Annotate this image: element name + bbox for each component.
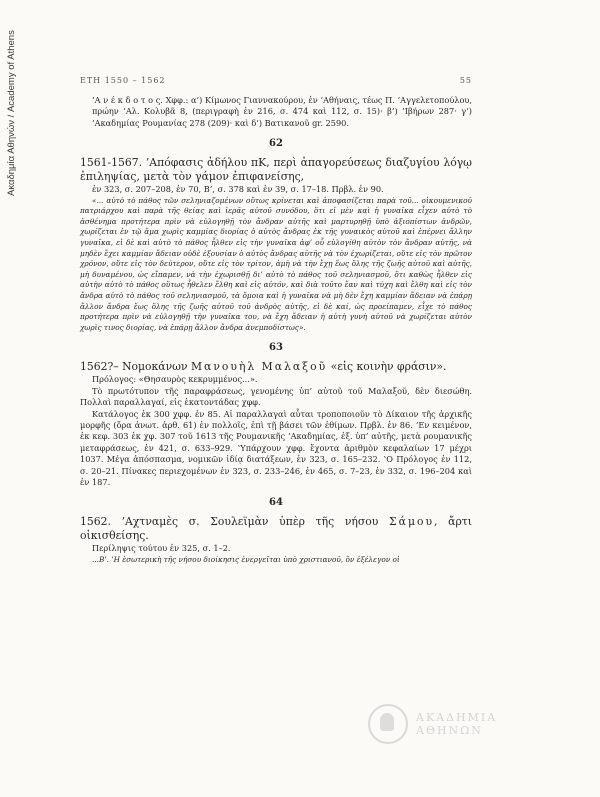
archive-sidebar-label: Ακαδημία Αθηνών / Academy of Athens — [6, 30, 17, 196]
title-rest: , ἄρτι οἰκισθείσης. — [80, 515, 472, 543]
watermark-text: ΑΚΑΔΗΜΙΑ ΑΘΗΝΩΝ — [416, 711, 498, 737]
entry-text: Τὸ πρωτότυπον τῆς παραφράσεως, γενομένης ὑπ’ αὐτοῦ τοῦ Μαλαξοῦ, δὲν διεσώθη. Πολλαὶ παραλλαγαί, εἰς ἑκατοντάδας χφφ. — [80, 385, 472, 408]
entry-quote: «... αὐτὸ τὸ πάθος τῶν σεληνιαζομένων οὕτως κρίνεται καὶ ἀποφασίζεται παρὰ τοῦ... οἰκουμενικοῦ πατριάρχου καὶ παρὰ τῆς θείας καὶ ἱερᾶς αὐτοῦ συνόδου, ὅτι εἰ μὲν καὶ ἡ γυναῖκα εἶχεν αὐτὸ τὸ ἀσθένημα προτήτερα πρὶν νὰ εὐλογηθῇ τὸν ἄνδραν αὐτῆς καὶ μαρτυρηθῇ ὑπὸ ἀξιοπίστων ἀνδρῶν, χωρίζεται ἐν τῷ ἅμα χωρὶς καμμίας διορίας ὁ αὐτὸς ἄνδρας ἐκ τῆς γυναικὸς αὐτοῦ καὶ ἐπέρνει ἄλλην γυναῖκα, εἰ δὲ καὶ αὐτὸ τὸ πάθος ἦλθεν εἰς τὴν γυναῖκα ἀφ’ οὗ εὐλογίθη αὐτὸν τὸν ἄνδραν αὐτῆς, νὰ μηδὲν ἔχει καμμίαν ἄδειαν οὐδὲ ἐξουσίαν ὁ αὐτὸς ἄνδρας αὐτῆς νὰ τὸν ἐχωρίζεται, οὔτε εἰς τὸν πρῶτον χρόνον, οὔτε εἰς τὸν δεύτερον, οὔτε εἰς τὸν τρίτον, ἀμὴ νὰ τὴν ἔχῃ ἕως ὅλης τῆς ζωῆς αὐτοῦ καὶ αὐτῆς, μὴ δυναμένου, ὡς εἴπαμεν, νὰ τὴν ἐχωρισθῇ δι’ αὐτὸ τὸ πάθος τοῦ σεληνιασμοῦ, ὅτι καθὼς ἦλθεν εἰς αὐτὴν αὐτὸ τὸ πάθος οὕτως ἦθελεν ἔλθη καὶ εἰς αὐτόν, καὶ διὰ τοῦτο ἔαν καὶ τύχη καὶ ἔλθη καὶ εἰς τὸν ἄνδρα αὐτὸ τὸ πάθος τοῦ σεληνιασμοῦ, τὰ ὅμοια καὶ ἡ γυναῖκα νὰ μὴ δὲν ἔχη καμμίαν ἄδειαν νὰ ἐπάρῃ ἄλλον ἄνδρα ἕως ὅλης τῆς ζωῆς αὐτοῦ τοῦ ἀνδρὸς αὐτῆς, εἰ δὲ καί, ὡς προείπαμεν, εἶχε τὸ πάθος προτήτερα πρὶν νὰ εὐλογηθῇ τὴν γυναῖκα του, νὰ ἔχη ἄδειαν ἡ αὐτὴ γυνὴ αὐτοῦ νὰ χωρίζεται αὐτὸν χωρὶς τινος διορίας, νὰ ἐπάρῃ ἄλλον ἄνδρα ἀνεμποδίστως». — [80, 195, 472, 332]
running-title: ΕΤΗ 1550 – 1562 — [80, 76, 166, 85]
title-rest: «εἰς κοινὴν φράσιν». — [327, 360, 447, 374]
entry-number: 63 — [269, 342, 283, 354]
athena-seal-icon — [368, 704, 408, 744]
entry-title: 1561-1567. ’Απόφασις ἀδήλου πΚ, περὶ ἀπαγορεύσεως διαζυγίου λόγῳ ἐπιληψίας, μετὰ τὸν γάμον ἐπιφανείσης, — [80, 156, 472, 184]
title-author: Μανουὴλ Μαλαξοῦ — [190, 360, 328, 374]
entry-number: 64 — [269, 497, 283, 509]
title-date: 1562?– Νομοκάνων — [80, 360, 191, 374]
page-number: 55 — [459, 76, 472, 85]
running-header — [80, 76, 472, 85]
title-place: Σάμου — [389, 515, 435, 529]
intro-paragraph: ’Α ν έ κ δ ο τ ο ς. Χφφ.: α’) Κίμωνος Γιαννακούρου, ἐν ’Αθήναις, τέως Π. ’Αγγελετοπούλου, πρώην ’Αλ. Κολυβᾶ 8, (περιγραφὴ ἐν 216, σ. 474 καὶ 112, σ. 15)· β’) ’Ιβήρων 287· γ’) ’Ακαδημίας Ρουμανίας 278 (209)· καὶ δ’) Βατικανοῦ gr. 2590. — [92, 95, 472, 128]
entry-quote: ...Β’. ‛Η ἐσωτερικὴ τῆς νήσου διοίκησις ἐνεργεῖται ὑπὸ χριστιανοῦ, ὃν ἐξέλεγον οἱ — [92, 554, 400, 564]
document-page — [80, 76, 472, 565]
entry-prologue: Πρόλογος: «Θησαυρὸς κεκρυμμένος...». — [92, 374, 258, 385]
academy-watermark-logo — [368, 704, 497, 744]
entry-63 — [80, 342, 472, 488]
title-date: 1562. ’Αχτναμὲς σ. Σουλεϊμὰν ὑπὲρ τῆς νήσου — [80, 515, 390, 529]
entry-text-2: Κατάλογος ἐκ 300 χφφ. ἐν 85. Αἱ παραλλαγαὶ αὗται τροποποιοῦν τὸ Δίκαιον τῆς ἀρχικῆς μορφῆς (ὅρα ἀνωτ. ἀρθ. 61) ἐν πολλοῖς, ἐπὶ τῇ βάσει τῶν ἐθίμων. Πρβλ. ἐν 86. ’Εν κειμένον, ἐκ κεφ. 303 ἐκ χφ. 307 τοῦ 1613 τῆς Ρουμανικῆς ’Ακαδημίας, ἐξ. ὑπ’ αὐτῆς, μετὰ ρουμανικῆς μεταφράσεως, ἐν 421, σ. 633–929. ‛Υπάρχουν χφφ. ἔχοντα ἀριθμὸν κεφαλαίων 17 μέχρι 1037. Μέγα ἀπόσπασμα, νομικῶν ἰδίᾳ διατάξεων, ἐν 323, σ. 165–232. ‛Ο Πρόλογος ἐν 112, σ. 20–21. Πίνακες περιεχομένων ἐν 323, σ. 233–246, ἐν 465, σ. 7–23, ἐν 332, σ. 196–204 καὶ ἐν 187. — [80, 408, 472, 487]
entry-64 — [80, 497, 472, 565]
entry-62 — [80, 138, 472, 333]
entry-title — [80, 360, 472, 374]
entry-title — [80, 515, 472, 543]
entry-references: ἐν 323, σ. 207–208, ἐν 70, Β’, σ. 378 καὶ ἐν 39, σ. 17–18. Πρβλ. ἐν 90. — [92, 184, 384, 195]
entry-number: 62 — [269, 138, 283, 150]
entry-summary: Περίληψις τούτου ἐν 325, σ. 1–2. — [92, 543, 231, 554]
